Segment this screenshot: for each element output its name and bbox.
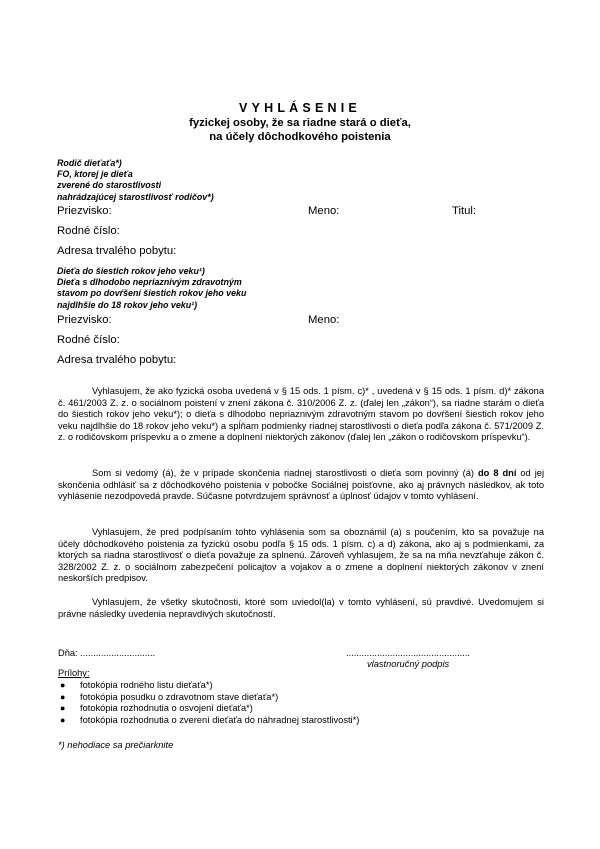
list-item: ● fotokópia rozhodnutia o osvojení dieťaťa*) [60, 703, 253, 714]
list-item: ● fotokópia rodného listu dieťaťa*) [60, 680, 213, 690]
list-item: ● fotokópia posudku o zdravotnom stave dieťaťa*) [60, 691, 279, 702]
document-title: VYHLÁSENIE [239, 101, 361, 115]
signature-caption: vlastnoručný podpis [367, 659, 450, 669]
declaration-paragraph-2: Som si vedomý (á), že v prípade skončenia riadnej starostlivosti o dieťa som povinný (á) do 8 dní od jej skončenia odhlásiť sa z dôchodkového poistenia v pobočke Sociálnej poisťovne, ako aj právnych následkov, ak toto vyhlásenie nezodpovedá pravde. Súčasne potvrdzujem správnosť a úplnosť údajov v tomto vyhlásení. [58, 468, 545, 502]
child-section-label: Dieťa do šiestich rokov jeho veku¹) Dieťa s dlhodobo nepriaznivým zdravotným stavom po dovŕšení šiestich rokov jeho veku najdlhšie do 18 rokov jeho veku¹) [57, 266, 247, 310]
attachments-list [58, 680, 359, 726]
list-item: ● fotokópia rozhodnutia o zverení dieťaťa do náhradnej starostlivosti*) [60, 714, 360, 725]
signature-line: ................................................ [346, 648, 470, 658]
parent-name-label: Meno: [308, 205, 340, 217]
parent-surname-label: Priezvisko: [57, 205, 112, 217]
document-subtitle-line-2: na účely dôchodkového poistenia [209, 131, 391, 143]
parent-title-label: Titul: [452, 205, 477, 217]
declaration-paragraph-3: Vyhlasujem, že pred podpísaním tohto vyhlásenia som sa oboznámil (a) s poučením, kto sa považuje na účely dôchodkového poistenia za fyzickú osobu podľa § 15 ods. 1 písm. c) a d) zákona, ako aj s podmienkami, za ktorých sa riadna starostlivosť o dieťa považuje za splnenú. Zároveň vyhlasujem, že sa na mňa nevzťahuje zákon č. 328/2002 Z. z. o sociálnom zabezpečení policajtov a vojakov a o zmene a doplnení niektorých zákonov v znení neskorších predpisov. [58, 527, 544, 584]
child-name-label: Meno: [308, 314, 340, 326]
child-birth-number-label: Rodné číslo: [57, 334, 120, 346]
child-address-label: Adresa trvalého pobytu: [57, 354, 177, 366]
parent-address-label: Adresa trvalého pobytu: [57, 245, 177, 257]
bullet-icon: ● [60, 691, 66, 702]
bullet-icon: ● [60, 714, 66, 725]
declaration-paragraph-1: Vyhlasujem, že ako fyzická osoba uvedená v § 15 ods. 1 písm. c)* , uvedená v § 15 ods. 1 písm. d)* zákona č. 461/2003 Z. z. o sociálnom poistení v znení zákona č. 310/2006 Z. z. (ďalej len „zákon“), sa riadne starám o dieťa do šiestich rokov jeho veku*); o dieťa s dlhodobo nepriaznivým zdravotným stavom po dovŕšení šiestich rokov jeho veku najdlhšie do 18 rokov jeho veku*) a spĺňam podmienky riadnej starostlivosti o dieťa podľa zákona č. 571/2009 Z. z. o rodičovskom príspevku a o zmene a doplnení niektorých zákonov (ďalej len „zákon o rodičovskom príspevku“). [58, 386, 544, 443]
date-line: Dňa: ............................. [58, 648, 156, 658]
bullet-icon: ● [60, 680, 66, 690]
attachments-title: Prílohy: [58, 668, 90, 678]
parent-birth-number-label: Rodné číslo: [57, 225, 120, 237]
parent-section-label: Rodič dieťaťa*) FO, ktorej je dieťa zverené do starostlivosti nahrádzajúcej starostlivosť rodičov*) [57, 158, 214, 202]
document-subtitle-line-1: fyzickej osoby, že sa riadne stará o dieťa, [189, 117, 411, 129]
declaration-paragraph-4: Vyhlasujem, že všetky skutočnosti, ktoré som uviedol(la) v tomto vyhlásení, sú pravdivé. Uvedomujem si právne následky uvedenia nepravdivých skutočností. [58, 597, 544, 619]
bullet-icon: ● [60, 703, 66, 714]
child-surname-label: Priezvisko: [57, 314, 112, 326]
deadline-emphasis: do 8 dní [478, 468, 517, 478]
footnote: *) nehodiace sa prečiarknite [58, 740, 174, 750]
